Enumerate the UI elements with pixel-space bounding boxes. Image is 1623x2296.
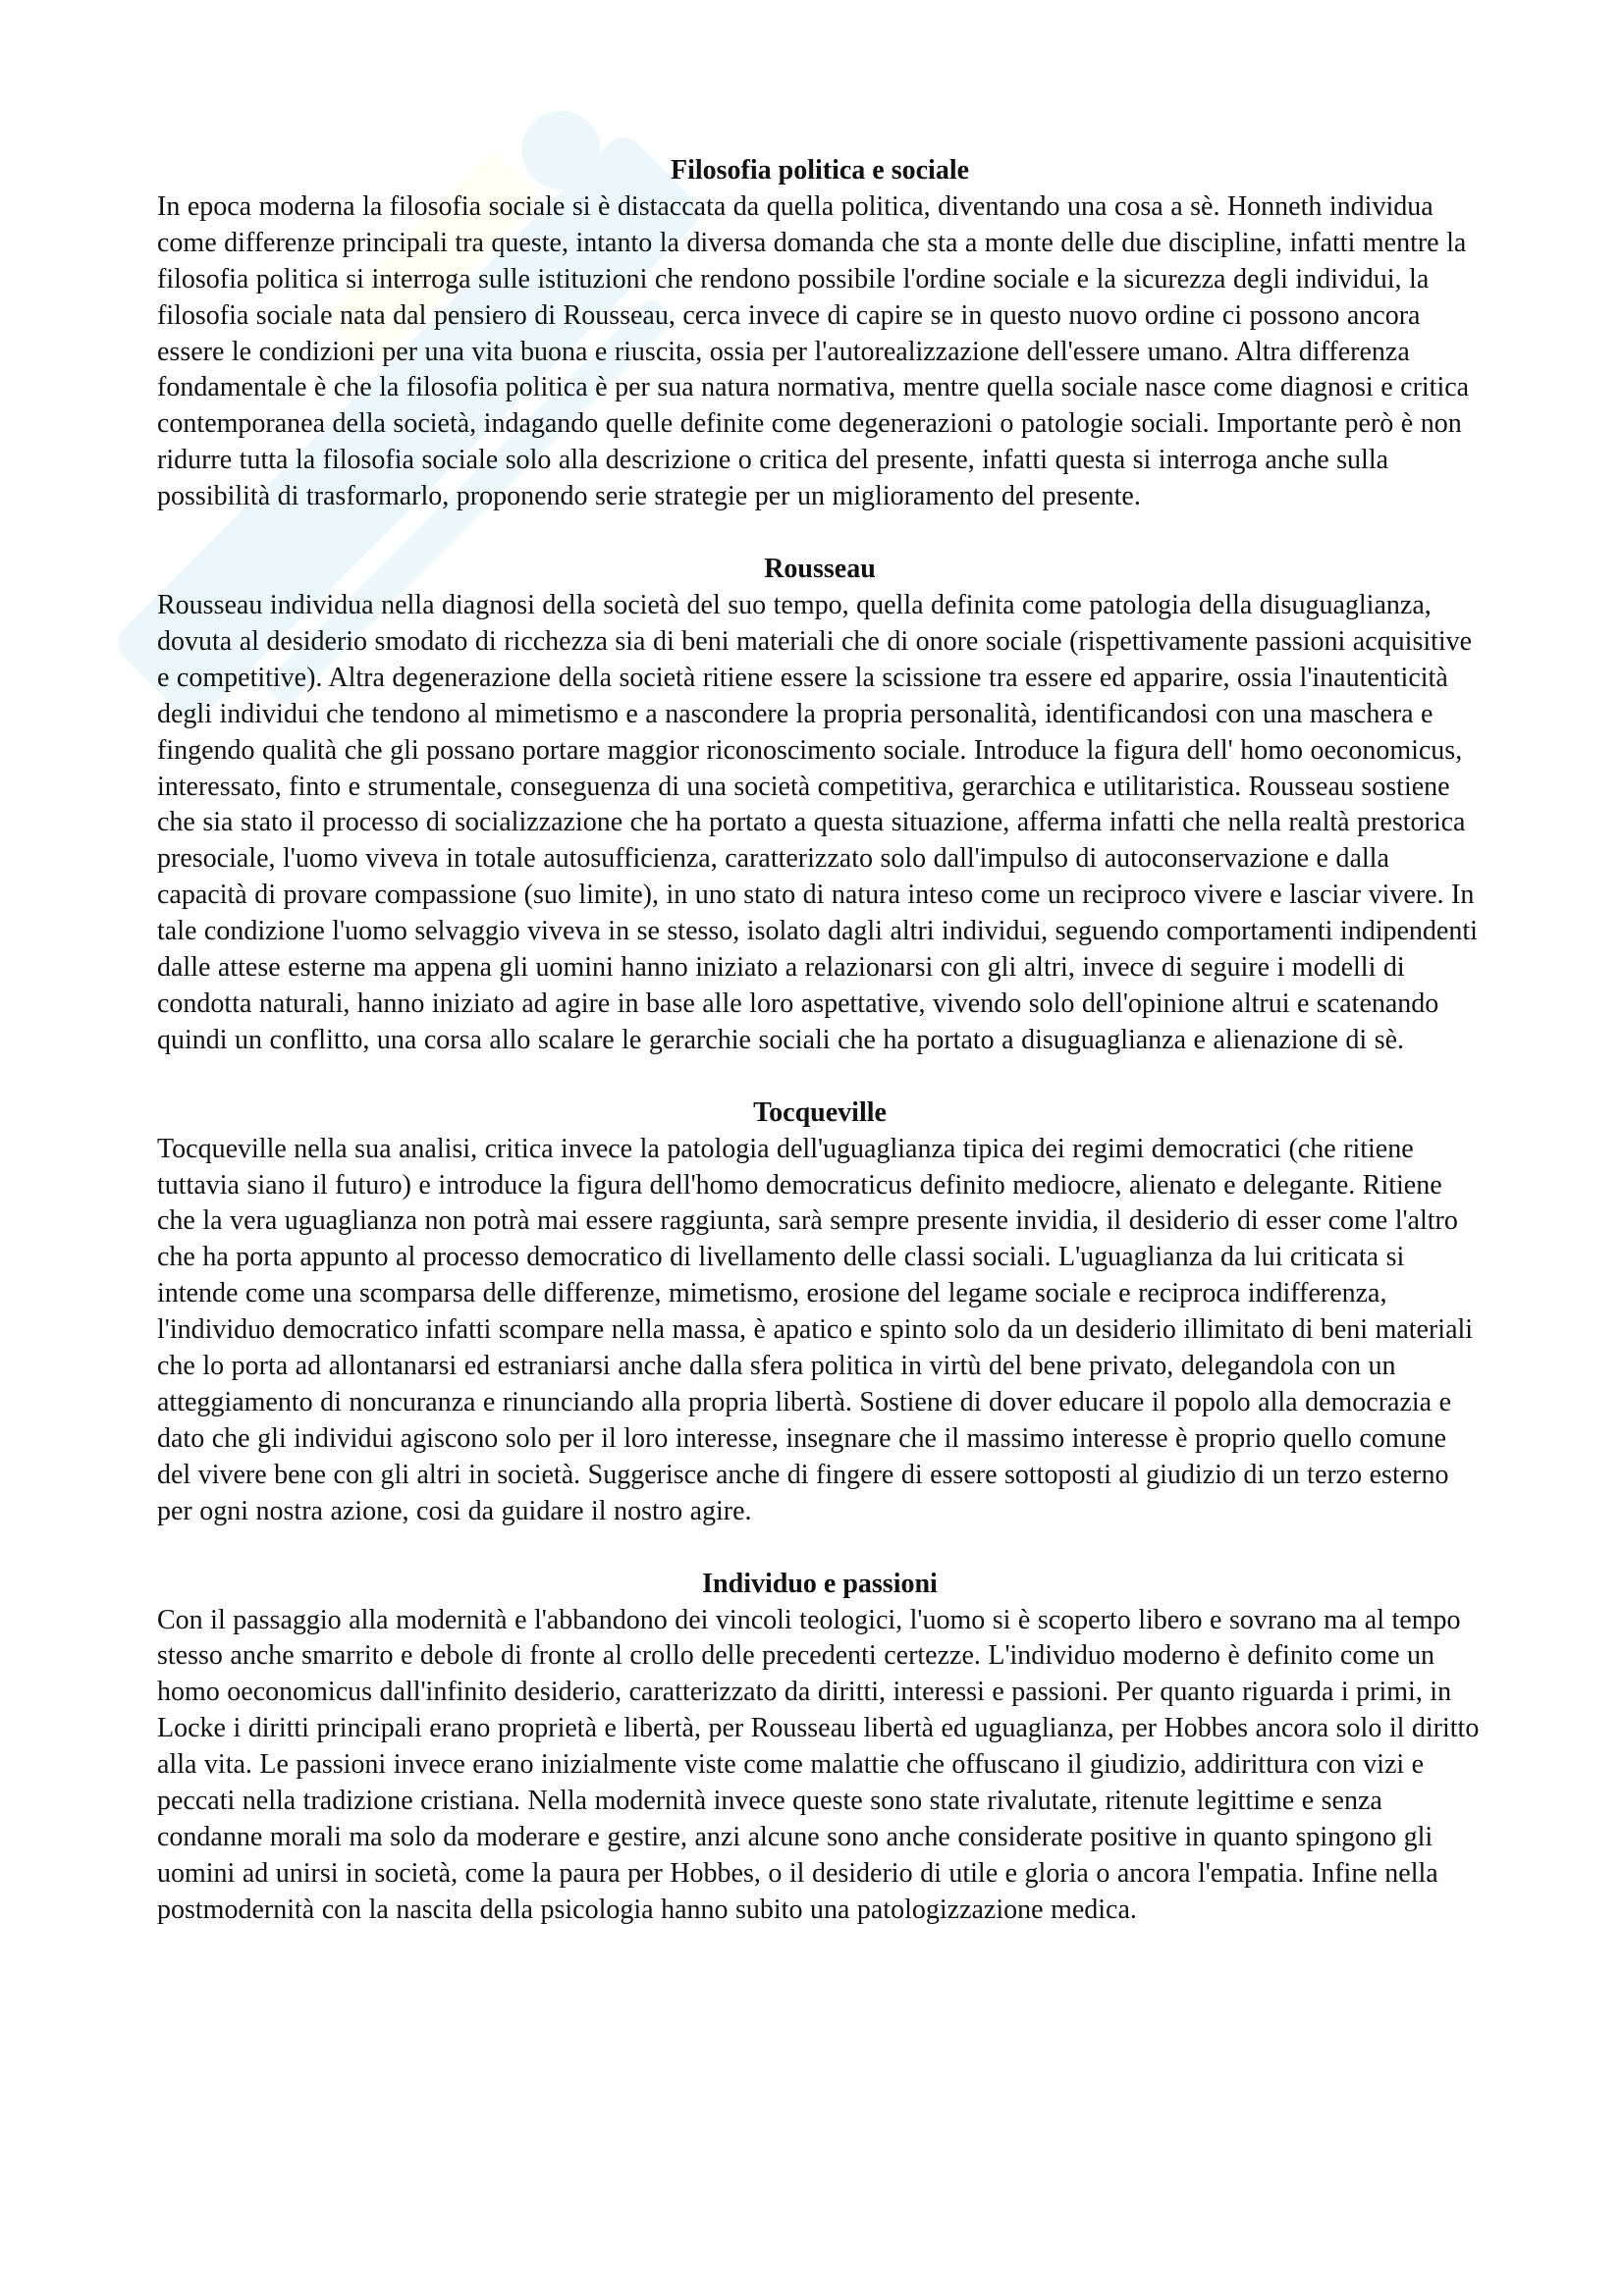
section-tocqueville bbox=[157, 1095, 1483, 1530]
section-individuo-passioni bbox=[157, 1567, 1483, 1929]
section-rousseau bbox=[157, 552, 1483, 1059]
section-body: Rousseau individua nella diagnosi della società del suo tempo, quella definita come patologia della disuguaglianza, dovuta al desiderio smodato di ricchezza sia di beni materiali che di onore sociale (rispettivamente passioni acquisitive e competitive). Altra degenerazione della società ritiene essere la scissione tra essere ed apparire, ossia l'inautenticità degli individui che tendono al mimetismo e a nascondere la propria personalità, identificandosi con una maschera e fingendo qualità che gli possano portare maggior riconoscimento sociale. Introduce la figura dell' homo oeconomicus, interessato, finto e strumentale, conseguenza di una società competitiva, gerarchica e utilitaristica. Rousseau sostiene che sia stato il processo di socializzazione che ha portato a questa situazione, afferma infatti che nella realtà prestorica presociale, l'uomo viveva in totale autosufficienza, caratterizzato solo dall'impulso di autoconservazione e dalla capacità di provare compassione (suo limite), in uno stato di natura inteso come un reciproco vivere e lasciar vivere. In tale condizione l'uomo selvaggio viveva in se stesso, isolato dagli altri individui, seguendo comportamenti indipendenti dalle attese esterne ma appena gli uomini hanno iniziato a relazionarsi con gli altri, invece di seguire i modelli di condotta naturali, hanno iniziato ad agire in base alle loro aspettative, vivendo solo dell'opinione altrui e scatenando quindi un conflitto, una corsa allo scalare le gerarchie sociali che ha portato a disuguaglianza e alienazione di sè. bbox=[157, 589, 1478, 1055]
section-body: In epoca moderna la filosofia sociale si è distaccata da quella politica, diventando una cosa a sè. Honneth individua come differenze principali tra queste, intanto la diversa domanda che sta a monte delle due discipline, infatti mentre la filosofia politica si interroga sulle istituzioni che rendono possibile l'ordine sociale e la sicurezza degli individui, la filosofia sociale nata dal pensiero di Rousseau, cerca invece di capire se in questo nuovo ordine ci possono ancora essere le condizioni per una vita buona e riuscita, ossia per l'autorealizzazione dell'essere umano. Altra differenza fondamentale è che la filosofia politica è per sua natura normativa, mentre quella sociale nasce come diagnosi e critica contemporanea della società, indagando quelle definite come degenerazioni o patologie sociali. Importante però è non ridurre tutta la filosofia sociale solo alla descrizione o critica del presente, infatti questa si interroga anche sulla possibilità di trasformarlo, proponendo serie strategie per un miglioramento del presente. bbox=[157, 190, 1470, 512]
document-content bbox=[157, 153, 1483, 1929]
section-title: Filosofia politica e sociale bbox=[670, 155, 970, 186]
section-title: Tocqueville bbox=[753, 1096, 887, 1128]
section-filosofia-politica bbox=[157, 153, 1483, 515]
section-body: Tocqueville nella sua analisi, critica invece la patologia dell'uguaglianza tipica dei regimi democratici (che ritiene tuttavia siano il futuro) e introduce la figura dell'homo democraticus definito mediocre, alienato e delegante. Ritiene che la vera uguaglianza non potrà mai essere raggiunta, sarà sempre presente invidia, il desiderio di esser come l'altro che ha porta appunto al processo democratico di livellamento delle classi sociali. L'uguaglianza da lui criticata si intende come una scomparsa delle differenze, mimetismo, erosione del legame sociale e reciproca indifferenza, l'individuo democratico infatti scompare nella massa, è apatico e spinto solo da un desiderio illimitato di beni materiali che lo porta ad allontanarsi ed estraniarsi anche dalla sfera politica in virtù del bene privato, delegandola con un atteggiamento di noncuranza e rinunciando alla propria libertà. Sostiene di dover educare il popolo alla democrazia e dato che gli individui agiscono solo per il loro interesse, insegnare che il massimo interesse è proprio quello comune del vivere bene con gli altri in società. Suggerisce anche di fingere di essere sottoposti al giudizio di un terzo esterno per ogni nostra azione, cosi da guidare il nostro agire. bbox=[157, 1133, 1474, 1526]
section-title: Rousseau bbox=[764, 554, 876, 585]
section-body: Con il passaggio alla modernità e l'abbandono dei vincoli teologici, l'uomo si è scoperto libero e sovrano ma al tempo stesso anche smarrito e debole di fronte al crollo delle precedenti certezze. L'individuo moderno è definito come un homo oeconomicus dall'infinito desiderio, caratterizzato da diritti, interessi e passioni. Per quanto riguarda i primi, in Locke i diritti principali erano proprietà e libertà, per Rousseau libertà ed uguaglianza, per Hobbes ancora solo il diritto alla vita. Le passioni invece erano inizialmente viste come malattie che offuscano il giudizio, addirittura con vizi e peccati nella tradizione cristiana. Nella modernità invece queste sono state rivalutate, ritenute legittime e senza condanne morali ma solo da moderare e gestire, anzi alcune sono anche considerate positive in quanto spingono gli uomini ad unirsi in società, come la paura per Hobbes, o il desiderio di utile e gloria o ancora l'empatia. Infine nella postmodernità con la nascita della psicologia hanno subito una patologizzazione medica. bbox=[157, 1604, 1480, 1925]
section-title: Individuo e passioni bbox=[702, 1568, 938, 1599]
